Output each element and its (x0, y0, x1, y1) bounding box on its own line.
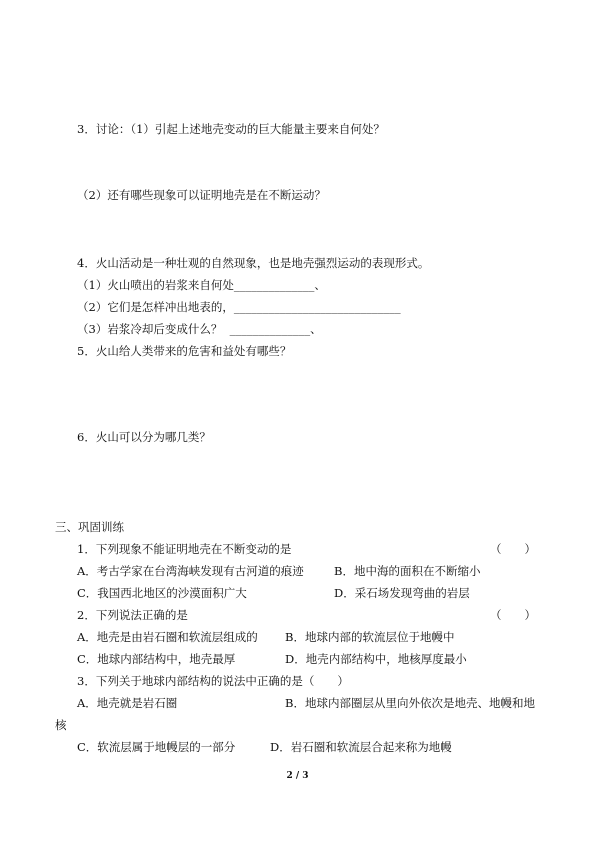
s3-q2-answer-paren: （ ） (490, 608, 536, 622)
q3-discussion-intro: 3．讨论：（1）引起上述地壳变动的巨大能量主要来自何处？ (77, 122, 385, 136)
q5-question: 5．火山给人类带来的危害和益处有哪些？ (77, 344, 292, 358)
s3-q2-option-b: B．地球内部的软流层位于地幔中 (285, 630, 455, 644)
s3-q3-option-b-wrap: 核 (55, 718, 67, 732)
q4-part3: （3）岩浆冷却后变成什么？ ______________、 (77, 322, 322, 336)
s3-q1-option-b: B．地中海的面积在不断缩小 (334, 564, 481, 578)
s3-q2-option-c: C．地球内部结构中，地壳最厚 (77, 652, 236, 666)
q4-part2: （2）它们是怎样冲出地表的，_____________________________ (77, 300, 401, 314)
s3-q1-option-a: A．考古学家在台湾海峡发现有古河道的痕迹 (77, 564, 304, 578)
s3-q3-stem: 3．下列关于地球内部结构的说法中正确的是（ ） (77, 674, 349, 688)
q4-intro: 4．火山活动是一种壮观的自然现象，也是地壳强烈运动的表现形式。 (77, 256, 430, 270)
s3-q1-option-d: D．采石场发现弯曲的岩层 (334, 586, 470, 600)
s3-q3-option-b: B．地球内部圈层从里向外依次是地壳、地幔和地 (285, 696, 535, 710)
q6-question: 6．火山可以分为哪几类？ (77, 430, 211, 444)
section3-heading: 三、巩固训练 (55, 520, 124, 534)
s3-q1-answer-paren: （ ） (490, 542, 536, 556)
q3-discussion-part2: （2）还有哪些现象可以证明地壳是在不断运动？ (77, 188, 326, 202)
s3-q2-option-a: A．地壳是由岩石圈和软流层组成的 (77, 630, 258, 644)
s3-q1-option-c: C．我国西北地区的沙漠面积广大 (77, 586, 247, 600)
s3-q2-stem: 2．下列说法正确的是 (77, 608, 188, 622)
s3-q1-stem: 1．下列现象不能证明地壳在不断变动的是 (77, 542, 292, 556)
s3-q2-option-d: D．地壳内部结构中，地核厚度最小 (285, 652, 467, 666)
s3-q3-option-c: C．软流层属于地幔层的一部分 (77, 740, 236, 754)
s3-q3-option-a: A．地壳就是岩石圈 (77, 696, 178, 710)
q4-part1: （1）火山喷出的岩浆来自何处______________、 (77, 278, 326, 292)
page-number: 2 / 3 (286, 771, 309, 781)
s3-q3-option-d: D．岩石圈和软流层合起来称为地幔 (270, 740, 452, 754)
